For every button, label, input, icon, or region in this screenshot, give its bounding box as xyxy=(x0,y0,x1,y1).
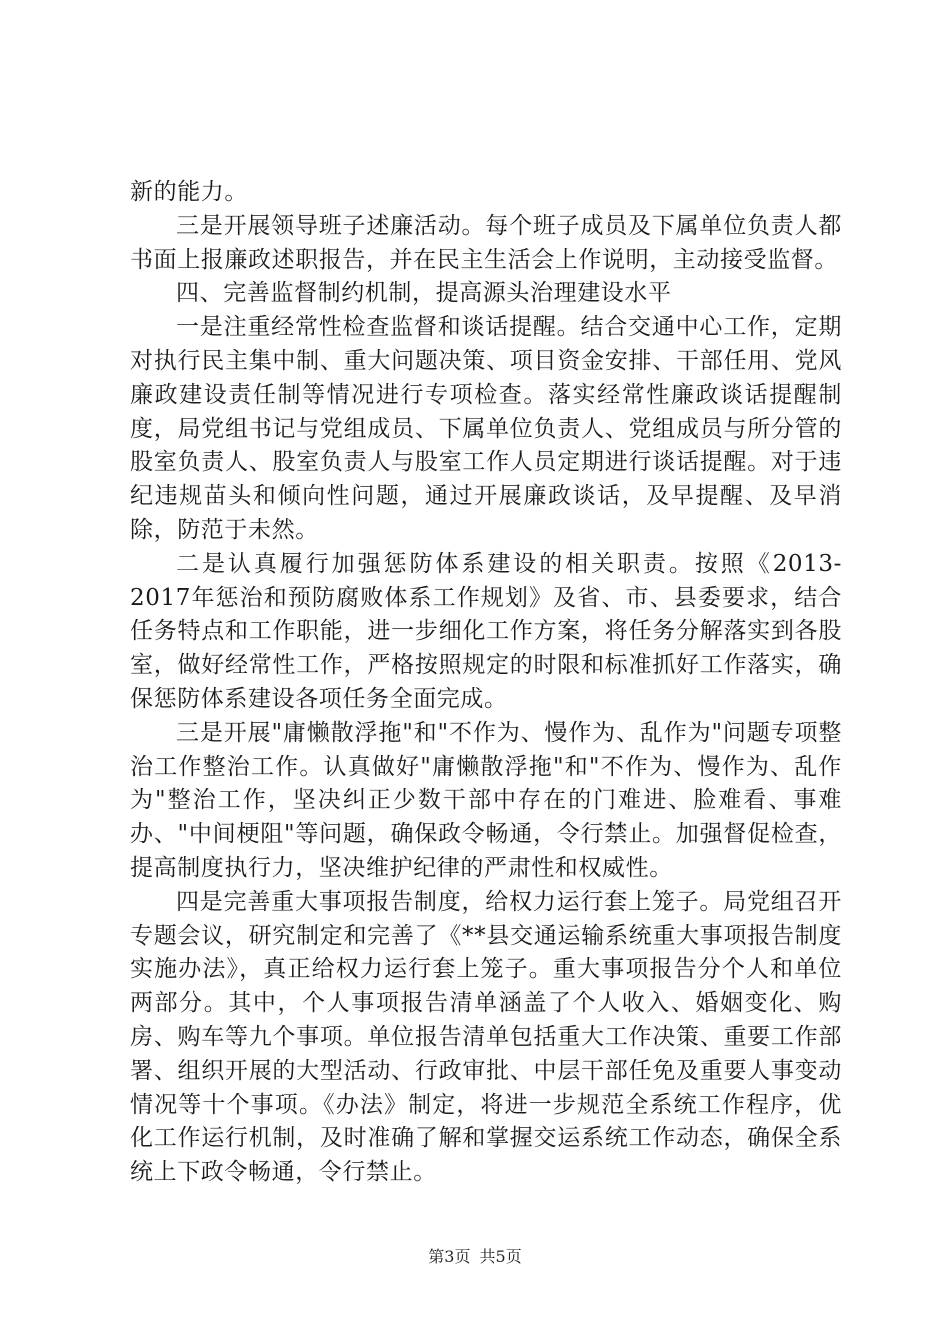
paragraph-point-two: 二是认真履行加强惩防体系建设的相关职责。按照《2013-2017年惩治和预防腐败体系工作规划》及省、市、县委要求，结合任务特点和工作职能，进一步细化工作方案，将任务分解落实到各股室，做好经常性工作，严格按照规定的时限和标准抓好工作落实，确保惩防体系建设各项任务全面完成。 xyxy=(130,550,842,712)
section-heading-four: 四、完善监督制约机制，提高源头治理建设水平 xyxy=(176,280,672,307)
paragraph-continuation: 新的能力。 xyxy=(130,179,248,205)
paragraph-point-one: 一是注重经常性检查监督和谈话提醒。结合交通中心工作，定期对执行民主集中制、重大问题决策、项目资金安排、干部任用、党风廉政建设责任制等情况进行专项检查。落实经常性廉政谈话提醒制度，局党组书记与党组成员、下属单位负责人、党组成员与所分管的股室负责人、股室负责人与股室工作人员定期进行谈话提醒。对于违纪违规苗头和倾向性问题，通过开展廉政谈话，及早提醒、及早消除，防范于未然。 xyxy=(130,314,842,543)
paragraph-point-three: 三是开展"庸懒散浮拖"和"不作为、慢作为、乱作为"问题专项整治工作整治工作。认真做好"庸懒散浮拖"和"不作为、慢作为、乱作为"整治工作，坚决纠正少数干部中存在的门难进、脸难看、事难办、"中间梗阻"等问题，确保政令畅通，令行禁止。加强督促检查，提高制度执行力，坚决维护纪律的严肃性和权威性。 xyxy=(130,719,842,881)
paragraph-point-four: 四是完善重大事项报告制度，给权力运行套上笼子。局党组召开专题会议，研究制定和完善了《**县交通运输系统重大事项报告制度实施办法》，真正给权力运行套上笼子。重大事项报告分个人和单位两部分。其中，个人事项报告清单涵盖了个人收入、婚姻变化、购房、购车等九个事项。单位报告清单包括重大工作决策、重要工作部署、组织开展的大型活动、行政审批、中层干部任免及重要人事变动情况等十个事项。《办法》制定，将进一步规范全系统工作程序，优化工作运行机制，及时准确了解和掌握交运系统工作动态，确保全系统上下政令畅通，令行禁止。 xyxy=(130,888,842,1186)
page-total: 共5页 xyxy=(479,1247,522,1266)
page-number: 第3页 xyxy=(428,1247,471,1266)
page-footer xyxy=(0,1244,950,1267)
paragraph-report-activity: 三是开展领导班子述廉活动。每个班子成员及下属单位负责人都书面上报廉政述职报告，并在民主生活会上作说明，主动接受监督。 xyxy=(130,212,842,273)
document-body xyxy=(130,176,842,1190)
